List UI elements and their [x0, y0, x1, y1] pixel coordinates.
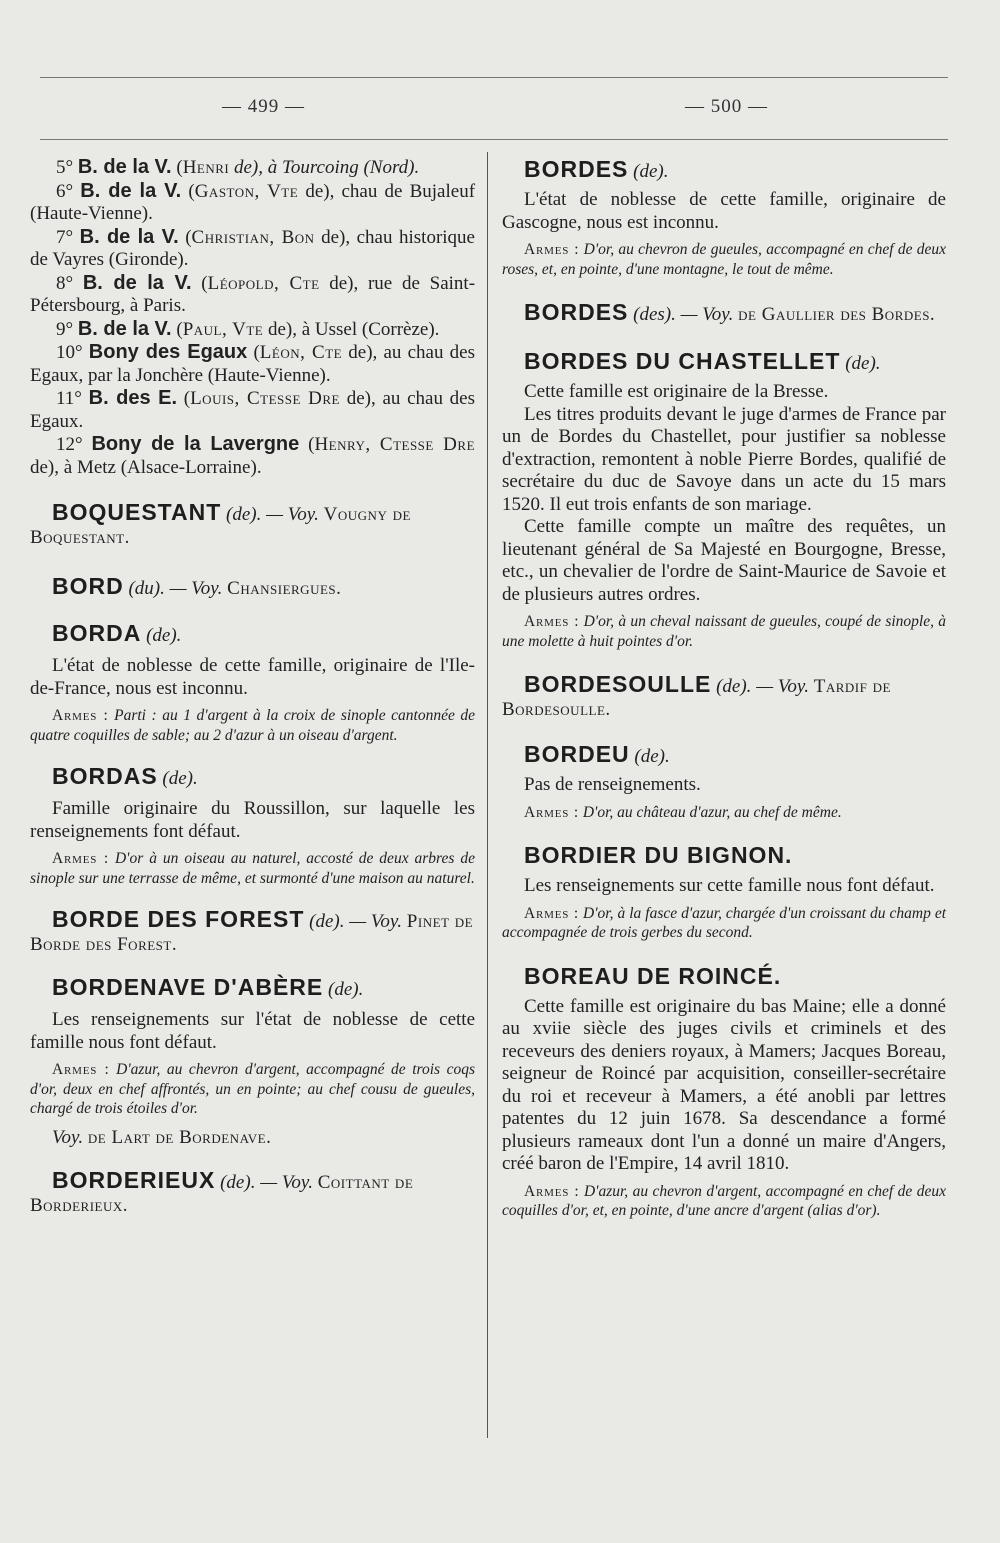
entry-title: BORDE DES FOREST	[52, 906, 305, 932]
header-rule	[40, 139, 948, 140]
entry-arms: Armes : D'or, à un cheval naissant de gueules, coupé de sinople, à une molette à huit pointes d'or.	[502, 613, 947, 650]
entry-arms: Armes : D'or à un oiseau au naturel, accosté de deux arbres de sinople sur une terrasse de même, et surmonté d'une maison au naturel.	[30, 850, 476, 887]
entry-text: Famille originaire du Roussillon, sur laquelle les renseignements font défaut.	[30, 798, 475, 842]
entry-title: BOREAU DE ROINCÉ.	[524, 962, 782, 989]
entry-borderieux: BORDERIEUX (de). — Voy. Coittant de Borderieux.	[30, 1167, 414, 1216]
entry-text: L'état de noblesse de cette famille, originaire de l'Ile-de-France, nous est inconnu.	[30, 655, 475, 699]
entry-title: BORDEU	[524, 741, 630, 767]
entry-boquestant: BOQUESTANT (de). — Voy. Vougny de Boquestant.	[30, 499, 411, 548]
top-rule	[40, 77, 948, 78]
entry-bordier	[502, 844, 946, 943]
page-number-right: — 500 —	[685, 96, 768, 117]
entry-text: Pas de renseignements.	[524, 774, 701, 795]
entry-boreau	[502, 962, 946, 1221]
entry-borda: BORDA (de). L'état de noblesse de cette famille, originaire de l'Ile-de-France, nous est inconnu. Armes : Parti : au 1 d'argent à la croix de sinople cantonnée de quatre coquilles de sable; au 2 d'azur à un oiseau d'argent.	[30, 620, 475, 744]
bony-item: 10° Bony des Egaux (Léon, Cte de), au chau des Egaux, par la Jonchère (Haute-Vienne).	[30, 341, 475, 386]
bony-item: 8° B. de la V. (Léopold, Cte de), rue de Saint-Pétersbourg, à Paris.	[30, 271, 476, 316]
entry-text: Cette famille compte un maître des requêtes, un lieutenant général de Sa Majesté en Bourgogne, Bresse, etc., un chevalier de l'ordre de Saint-Maurice de Savoie et de plusieurs autres ordres.	[502, 516, 946, 605]
left-column	[30, 152, 475, 1217]
entry-bordes-des: BORDES (des). — Voy. de Gaullier des Bordes.	[524, 299, 936, 325]
entry-title: BORDA	[52, 620, 142, 646]
entry-arms: Armes : D'or, au château d'azur, au chef de même.	[524, 803, 842, 821]
entry-see-also: Voy. de Lart de Bordenave.	[52, 1126, 272, 1148]
entry-bordas: BORDAS (de). Famille originaire du Roussillon, sur laquelle les renseignements font défaut. Armes : D'or à un oiseau au naturel, accosté de deux arbres de sinople sur une terrasse de même, et surmonté d'une maison au naturel.	[30, 763, 476, 887]
bony-item: 9° B. de la V. (Paul, Vte de), à Ussel (Corrèze).	[56, 317, 440, 340]
entry-title: BORDES	[524, 299, 629, 325]
entry-title: BOQUESTANT	[52, 499, 222, 525]
entry-title: BORDESOULLE	[524, 671, 712, 697]
entry-text: Cette famille est originaire du bas Maine; elle a donné au xviie siècle des juges civils et criminels et des receveurs des deniers royaux, à Mamers; Jacques Boreau, seigneur de Roincé par acquisition, conseiller-secrétaire du roi et receveur à Mamers, a été anobli par lettres patentes du 12 juin 1678. Sa descendance a formé plusieurs rameaux dont l'un a donné un maire d'Angers, créé baron de l'Empire, 14 avril 1810.	[502, 995, 946, 1174]
entry-text: L'état de noblesse de cette famille, originaire de Gascogne, nous est inconnu.	[502, 189, 946, 233]
entry-bordes-du-chastellet: BORDES DU CHASTELLET (de). Cette famille est originaire de la Bresse. Les titres produits devant le juge d'armes de France par un de Bordes du Chastellet, pour justifier sa noblesse d'extraction, remontent à noble Pierre Bordes, qualifié de secrétaire du duc de Savoye dans un acte du 15 mars 1520. Il eut trois enfants de son mariage. Cette famille compte un maître des requêtes, un lieutenant général de Sa Majesté en Bourgogne, Bresse, etc., un chevalier de l'ordre de Saint-Maurice de Savoie et de plusieurs autres ordres. Armes : D'or, à un cheval naissant de gueules, coupé de sinople, à une molette à huit pointes d'or.	[502, 348, 947, 650]
entry-arms: Armes : D'or, au chevron de gueules, accompagné en chef de deux roses, et, en pointe, d'une montagne, le tout de même.	[502, 241, 947, 278]
right-column	[502, 152, 946, 1221]
entry-title: BORD	[52, 573, 124, 599]
entry-arms: Armes : Parti : au 1 d'argent à la croix de sinople cantonnée de quatre coquilles de sable; au 2 d'azur à un oiseau d'argent.	[30, 707, 475, 744]
bony-item: 5° B. de la V. (Henri de), à Tourcoing (Nord).	[56, 156, 420, 178]
entry-text: Cette famille est originaire de la Bresse.	[524, 381, 829, 402]
entry-title: BORDES	[524, 156, 629, 182]
entry-bordes: BORDES (de). L'état de noblesse de cette famille, originaire de Gascogne, nous est inconnu. Armes : D'or, au chevron de gueules, accompagné en chef de deux roses, et, en pointe, d'une montagne, le tout de même.	[502, 156, 947, 278]
entry-bordeu: BORDEU (de). Pas de renseignements. Armes : D'or, au château d'azur, au chef de même.	[502, 743, 946, 822]
bony-item: 7° B. de la V. (Christian, Bon de), chau historique de Vayres (Gironde).	[30, 225, 475, 270]
page-number-left: — 499 —	[222, 96, 305, 117]
bony-item: 11° B. des E. (Louis, Ctesse Dre de), au chau des Egaux.	[30, 387, 475, 432]
entry-title: BORDAS	[52, 763, 158, 789]
entry-arms: Armes : D'azur, au chevron d'argent, accompagné de trois coqs d'or, deux en chef affrontés, un en pointe; au chef cousu de gueules, chargé de trois étoiles d'or.	[30, 1061, 476, 1117]
bony-list	[30, 156, 475, 479]
entry-bord: BORD (du). — Voy. Chansiergues.	[52, 573, 342, 599]
bony-item: 6° B. de la V. (Gaston, Vte de), chau de Bujaleuf (Haute-Vienne).	[30, 179, 476, 224]
entry-text: Les titres produits devant le juge d'armes de France par un de Bordes du Chastellet, pour justifier sa noblesse d'extraction, remontent à noble Pierre Bordes, qualifié de secrétaire du duc de Savoye dans un acte du 15 mars 1520. Il eut trois enfants de son mariage.	[502, 403, 946, 515]
entry-title: BORDIER DU BIGNON.	[524, 842, 793, 868]
entry-title: BORDERIEUX	[52, 1167, 216, 1193]
entry-borde-des-forest: BORDE DES FOREST (de). — Voy. Pinet de Borde des Forest.	[30, 906, 474, 955]
entry-title: BORDENAVE D'ABÈRE	[52, 974, 324, 1000]
column-divider	[487, 152, 488, 1438]
entry-text: Les renseignements sur cette famille nous font défaut.	[524, 875, 935, 896]
entry-bordesoulle: BORDESOULLE (de). — Voy. Tardif de Bordesoulle.	[502, 671, 891, 720]
entry-arms: Armes : D'azur, au chevron d'argent, accompagné en chef de deux coquilles d'or, et, en pointe, d'une ancre d'argent (alias d'or).	[502, 1182, 946, 1219]
bony-item: 12° Bony de la Lavergne (Henry, Ctesse Dre de), à Metz (Alsace-Lorraine).	[30, 433, 476, 478]
entry-bordenave: BORDENAVE D'ABÈRE (de). Les renseignements sur l'état de noblesse de cette famille nous font défaut. Armes : D'azur, au chevron d'argent, accompagné de trois coqs d'or, deux en chef affrontés, un en pointe; au chef cousu de gueules, chargé de trois étoiles d'or. Voy. de Lart de Bordenave.	[30, 974, 476, 1148]
entry-title: BORDES DU CHASTELLET	[524, 348, 841, 374]
entry-text: Les renseignements sur l'état de noblesse de cette famille nous font défaut.	[30, 1009, 475, 1053]
entry-arms: Armes : D'or, à la fasce d'azur, chargée d'un croissant du champ et accompagnée de trois gerbes du second.	[502, 904, 947, 941]
